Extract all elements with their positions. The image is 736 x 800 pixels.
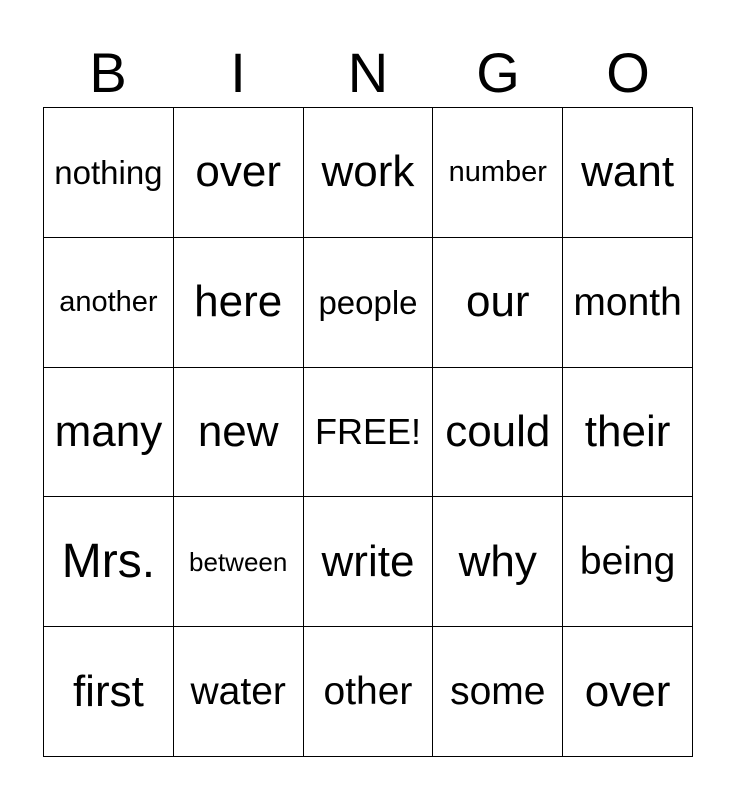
cell-word: Mrs. (61, 534, 156, 588)
bingo-cell (44, 497, 174, 627)
cell-word: water (190, 670, 286, 714)
bingo-cell (174, 497, 304, 627)
bingo-cell (174, 238, 304, 368)
cell-word: some (450, 670, 546, 714)
cell-word: number (448, 155, 547, 188)
cell-word: why (458, 536, 537, 586)
cell-word: over (195, 147, 281, 197)
header-letter-g: G (476, 41, 520, 104)
bingo-cell (174, 368, 304, 498)
cell-word: their (584, 406, 671, 456)
bingo-cell (44, 108, 174, 238)
cell-word: first (72, 666, 144, 716)
cell-word: over (584, 666, 671, 716)
cell-word: new (197, 406, 279, 456)
bingo-cell (433, 108, 563, 238)
header-letter-n: N (347, 41, 389, 104)
header-letter-i: I (230, 41, 246, 104)
bingo-cell (433, 368, 563, 498)
bingo-cell (44, 368, 174, 498)
bingo-cell (174, 627, 304, 757)
cell-word: another (59, 285, 158, 318)
bingo-header (43, 40, 693, 106)
bingo-cell (433, 627, 563, 757)
bingo-cell (44, 238, 174, 368)
bingo-cell (174, 108, 304, 238)
cell-word: want (581, 147, 675, 197)
cell-word: being (579, 540, 676, 584)
cell-word: could (445, 406, 551, 456)
cell-word: many (54, 406, 163, 456)
header-letter-o: O (606, 41, 650, 104)
cell-word: work (321, 147, 415, 197)
bingo-cell (44, 627, 174, 757)
bingo-cell (433, 238, 563, 368)
cell-word: other (323, 670, 413, 714)
bingo-free-space (304, 368, 434, 498)
bingo-cell (433, 497, 563, 627)
bingo-cell (563, 238, 693, 368)
cell-word: here (194, 277, 283, 327)
bingo-cell (563, 108, 693, 238)
cell-word: nothing (54, 153, 163, 191)
bingo-cell (304, 108, 434, 238)
bingo-cell (304, 627, 434, 757)
header-letter-b: B (89, 41, 127, 104)
cell-word: our (465, 277, 530, 327)
bingo-card-grid (43, 107, 693, 757)
bingo-cell (563, 627, 693, 757)
cell-word: write (321, 536, 415, 586)
free-space-label: FREE! (314, 410, 421, 452)
bingo-cell (563, 497, 693, 627)
bingo-cell (304, 238, 434, 368)
cell-word: people (318, 283, 418, 321)
cell-word: between (189, 546, 288, 577)
bingo-cell (304, 497, 434, 627)
bingo-cell (563, 368, 693, 498)
cell-word: month (573, 280, 682, 324)
